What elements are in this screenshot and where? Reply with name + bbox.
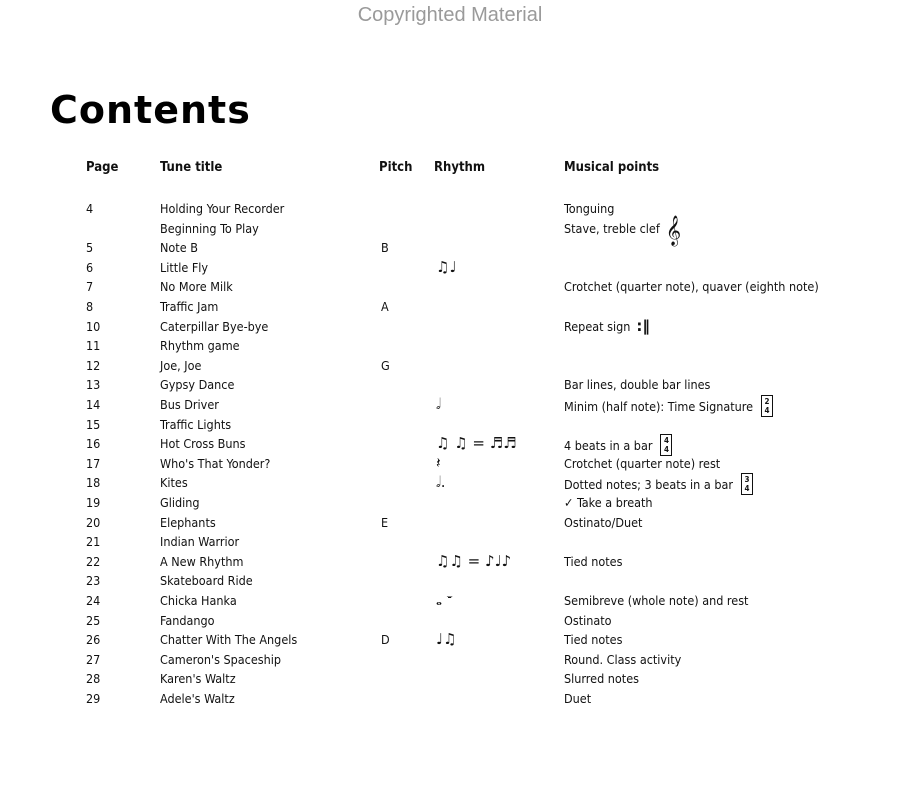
row-musical-points — [564, 650, 681, 669]
row-musical-points — [564, 199, 614, 218]
column-header-page: Page — [86, 160, 119, 175]
row-page-number — [86, 493, 100, 512]
table-row — [0, 199, 900, 218]
row-pitch-text: G — [381, 357, 390, 373]
row-musical-points — [564, 513, 642, 532]
row-page-number-text: 15 — [86, 416, 101, 432]
row-tune-title-text: Cameron's Spaceship — [160, 651, 282, 667]
row-tune-title-text: Bus Driver — [160, 397, 219, 412]
row-page-number — [86, 630, 100, 649]
row-page-number-text: 28 — [86, 671, 101, 687]
row-page-number-text: 4 — [86, 201, 94, 216]
row-tune-title-text: Skateboard Ride — [160, 573, 253, 589]
row-tune-title — [160, 689, 235, 708]
table-row — [0, 258, 900, 277]
row-page-number-text: 11 — [86, 338, 101, 354]
row-musical-points-text: ✓ Take a breath — [564, 495, 653, 510]
row-pitch-text: B — [381, 240, 389, 256]
row-rhythm-notation — [436, 434, 517, 453]
row-pitch-text: D — [381, 632, 390, 648]
row-rhythm-notation — [436, 591, 452, 610]
row-musical-points-text: Round. Class activity — [564, 651, 682, 667]
row-page-number — [86, 199, 93, 218]
row-musical-points-text: Tied notes — [564, 632, 623, 648]
row-page-number — [86, 297, 93, 316]
row-page-number-text: 23 — [86, 573, 101, 589]
row-page-number — [86, 238, 93, 257]
row-page-number — [86, 689, 100, 708]
row-page-number-text: 10 — [86, 318, 101, 334]
row-tune-title-text: Beginning To Play — [160, 220, 259, 236]
column-header-title: Tune title — [160, 160, 223, 175]
time-signature-bottom: 4 — [764, 406, 770, 415]
row-musical-points — [564, 669, 639, 688]
row-page-number — [86, 415, 100, 434]
row-musical-points-text: Dotted notes; 3 beats in a bar — [564, 477, 733, 493]
row-tune-title — [160, 650, 281, 669]
row-page-number-text: 14 — [86, 397, 101, 412]
row-tune-title — [160, 219, 259, 238]
table-row — [0, 473, 900, 492]
row-page-number-text: 7 — [86, 279, 94, 295]
row-page-number — [86, 591, 100, 610]
row-rhythm-notation — [436, 454, 441, 473]
table-row — [0, 669, 900, 688]
row-pitch-text: E — [381, 514, 389, 530]
treble-clef-icon: 𝄞 — [665, 215, 682, 246]
row-tune-title — [160, 277, 233, 296]
row-page-number-text: 18 — [86, 475, 101, 491]
row-musical-points — [564, 454, 720, 473]
time-signature-top: 2 — [764, 397, 770, 406]
row-page-number-text: 25 — [86, 612, 101, 628]
row-musical-points — [564, 317, 650, 336]
row-musical-points — [564, 630, 622, 649]
row-tune-title-text: Kites — [160, 475, 188, 491]
row-tune-title-text: Traffic Lights — [160, 416, 232, 432]
row-musical-points-text: Stave, treble clef — [564, 220, 660, 236]
row-tune-title — [160, 336, 240, 355]
row-tune-title — [160, 552, 243, 571]
row-tune-title-text: Joe, Joe — [160, 357, 202, 373]
row-tune-title — [160, 238, 198, 257]
row-tune-title — [160, 669, 236, 688]
row-page-number-text: 27 — [86, 651, 101, 667]
row-page-number — [86, 473, 100, 492]
table-row — [0, 571, 900, 590]
column-header-musical-points: Musical points — [564, 160, 660, 175]
row-rhythm-notation-text: ♩♫ — [436, 630, 457, 649]
row-tune-title-text: Hot Cross Buns — [160, 436, 246, 452]
table-row — [0, 336, 900, 355]
time-signature-bottom: 4 — [663, 445, 669, 455]
row-rhythm-notation — [436, 630, 457, 649]
column-header-pitch: Pitch — [379, 160, 413, 175]
row-page-number — [86, 552, 100, 571]
row-rhythm-notation — [436, 473, 446, 492]
row-tune-title — [160, 454, 270, 473]
row-page-number-text: 19 — [86, 495, 101, 510]
row-page-number-text: 21 — [86, 534, 101, 550]
row-page-number-text: 22 — [86, 553, 101, 569]
row-rhythm-notation-text: 𝄽 — [436, 453, 441, 472]
row-tune-title — [160, 513, 216, 532]
row-page-number — [86, 434, 100, 453]
row-tune-title — [160, 493, 200, 512]
row-tune-title-text: Indian Warrior — [160, 534, 240, 550]
table-row — [0, 454, 900, 473]
row-musical-points — [564, 215, 682, 246]
row-page-number-text: 13 — [86, 377, 101, 393]
row-musical-points-text: Tonguing — [564, 201, 615, 216]
table-row — [0, 277, 900, 296]
row-pitch — [381, 356, 390, 375]
table-row — [0, 630, 900, 649]
row-tune-title — [160, 630, 297, 649]
row-tune-title — [160, 571, 253, 590]
row-tune-title-text: Karen's Waltz — [160, 671, 236, 687]
row-tune-title — [160, 434, 246, 453]
row-tune-title — [160, 297, 218, 316]
row-page-number — [86, 277, 93, 296]
table-row — [0, 215, 900, 246]
row-rhythm-notation-text: ♫♫ = ♪♩♪ — [436, 551, 512, 570]
row-musical-points-text: Crotchet (quarter note) rest — [564, 455, 721, 471]
row-tune-title — [160, 375, 234, 394]
row-page-number-text: 8 — [86, 299, 94, 314]
row-page-number — [86, 395, 100, 414]
row-tune-title — [160, 317, 268, 336]
row-musical-points — [564, 277, 819, 296]
copyright-watermark: Copyrighted Material — [357, 4, 543, 26]
row-rhythm-notation-text: 𝅝 𝄻 — [436, 591, 453, 609]
row-musical-points — [564, 611, 612, 630]
row-tune-title — [160, 532, 239, 551]
row-musical-points — [564, 552, 622, 571]
row-rhythm-notation-text: ♫♩ — [436, 257, 457, 276]
row-tune-title-text: Gypsy Dance — [160, 377, 235, 393]
time-signature-top: 4 — [663, 436, 669, 446]
row-musical-points-text: Repeat sign — [564, 318, 631, 334]
table-row — [0, 650, 900, 669]
table-row — [0, 611, 900, 630]
row-pitch-text: A — [381, 299, 389, 314]
row-page-number — [86, 258, 93, 277]
row-rhythm-notation — [436, 258, 457, 277]
row-page-number — [86, 356, 100, 375]
row-musical-points-text: Tied notes — [564, 553, 623, 569]
row-tune-title-text: Caterpillar Bye-bye — [160, 318, 269, 334]
table-row — [0, 493, 900, 512]
row-tune-title-text: Who's That Yonder? — [160, 455, 271, 471]
row-tune-title-text: Chatter With The Angels — [160, 632, 298, 648]
row-tune-title-text: No More Milk — [160, 279, 233, 295]
row-tune-title-text: Adele's Waltz — [160, 691, 235, 706]
row-page-number — [86, 571, 100, 590]
row-tune-title — [160, 611, 215, 630]
row-tune-title-text: A New Rhythm — [160, 553, 244, 569]
row-tune-title-text: Note B — [160, 240, 198, 256]
table-row — [0, 513, 900, 532]
row-page-number — [86, 454, 100, 473]
page-title: Contents — [50, 88, 251, 132]
table-row — [0, 356, 900, 375]
table-row — [0, 297, 900, 316]
row-page-number — [86, 513, 100, 532]
row-musical-points — [564, 591, 748, 610]
row-tune-title-text: Fandango — [160, 612, 215, 628]
row-tune-title-text: Traffic Jam — [160, 299, 219, 314]
row-musical-points-text: Semibreve (whole note) and rest — [564, 593, 749, 608]
table-row — [0, 375, 900, 394]
row-tune-title-text: Rhythm game — [160, 338, 240, 354]
row-page-number — [86, 336, 100, 355]
row-tune-title — [160, 258, 208, 277]
row-pitch — [381, 513, 388, 532]
row-rhythm-notation — [436, 552, 511, 571]
table-row — [0, 238, 900, 257]
row-tune-title — [160, 199, 284, 218]
row-musical-points-text: Slurred notes — [564, 671, 639, 687]
row-musical-points — [564, 493, 653, 512]
row-musical-points-text: Bar lines, double bar lines — [564, 377, 711, 393]
row-pitch — [381, 630, 390, 649]
row-tune-title-text: Chicka Hanka — [160, 593, 237, 608]
row-tune-title — [160, 395, 219, 414]
table-row — [0, 415, 900, 434]
row-musical-points-text: Crotchet (quarter note), quaver (eighth note) — [564, 279, 819, 295]
row-page-number-text: 5 — [86, 240, 94, 256]
column-header-rhythm: Rhythm — [434, 160, 486, 175]
table-row — [0, 434, 900, 453]
row-page-number — [86, 317, 100, 336]
row-tune-title-text: Little Fly — [160, 259, 209, 275]
row-page-number-text: 12 — [86, 357, 101, 373]
row-page-number-text: 16 — [86, 436, 101, 452]
row-rhythm-notation-text: ♫ ♫ = ♬♬ — [436, 434, 517, 453]
table-row — [0, 552, 900, 571]
row-page-number-text: 17 — [86, 455, 101, 471]
row-tune-title — [160, 415, 231, 434]
table-row — [0, 395, 900, 414]
row-tune-title-text: Elephants — [160, 514, 216, 530]
row-rhythm-notation-text: 𝅗𝅥. — [436, 473, 446, 492]
time-signature-top: 3 — [744, 475, 750, 485]
row-page-number — [86, 650, 100, 669]
row-page-number-text: 26 — [86, 632, 101, 648]
table-row — [0, 689, 900, 708]
table-row — [0, 591, 900, 610]
row-musical-points-text: 4 beats in a bar — [564, 438, 653, 454]
row-tune-title-text: Gliding — [160, 495, 200, 510]
row-page-number — [86, 611, 100, 630]
row-musical-points-text: Ostinato/Duet — [564, 514, 643, 530]
table-row — [0, 532, 900, 551]
row-musical-points — [564, 689, 591, 708]
row-pitch — [381, 238, 389, 257]
row-page-number-text: 20 — [86, 514, 101, 530]
row-page-number-text: 6 — [86, 259, 94, 275]
row-tune-title-text: Holding Your Recorder — [160, 201, 285, 216]
row-musical-points-text: Minim (half note): Time Signature — [564, 399, 754, 414]
row-page-number-text: 24 — [86, 593, 101, 608]
row-musical-points — [564, 375, 710, 394]
row-musical-points-text: Duet — [564, 691, 592, 706]
row-page-number — [86, 532, 100, 551]
row-page-number — [86, 375, 100, 394]
repeat-sign-icon: :‖ — [636, 316, 650, 335]
row-pitch — [381, 297, 389, 316]
table-row — [0, 317, 900, 336]
row-tune-title — [160, 591, 237, 610]
row-tune-title — [160, 473, 188, 492]
row-page-number-text: 29 — [86, 691, 101, 706]
row-rhythm-notation-text: 𝅗𝅥 — [436, 395, 441, 413]
row-musical-points-text: Ostinato — [564, 612, 612, 628]
row-page-number — [86, 669, 100, 688]
row-tune-title — [160, 356, 201, 375]
time-signature-bottom: 4 — [744, 484, 750, 494]
row-rhythm-notation — [436, 395, 441, 414]
